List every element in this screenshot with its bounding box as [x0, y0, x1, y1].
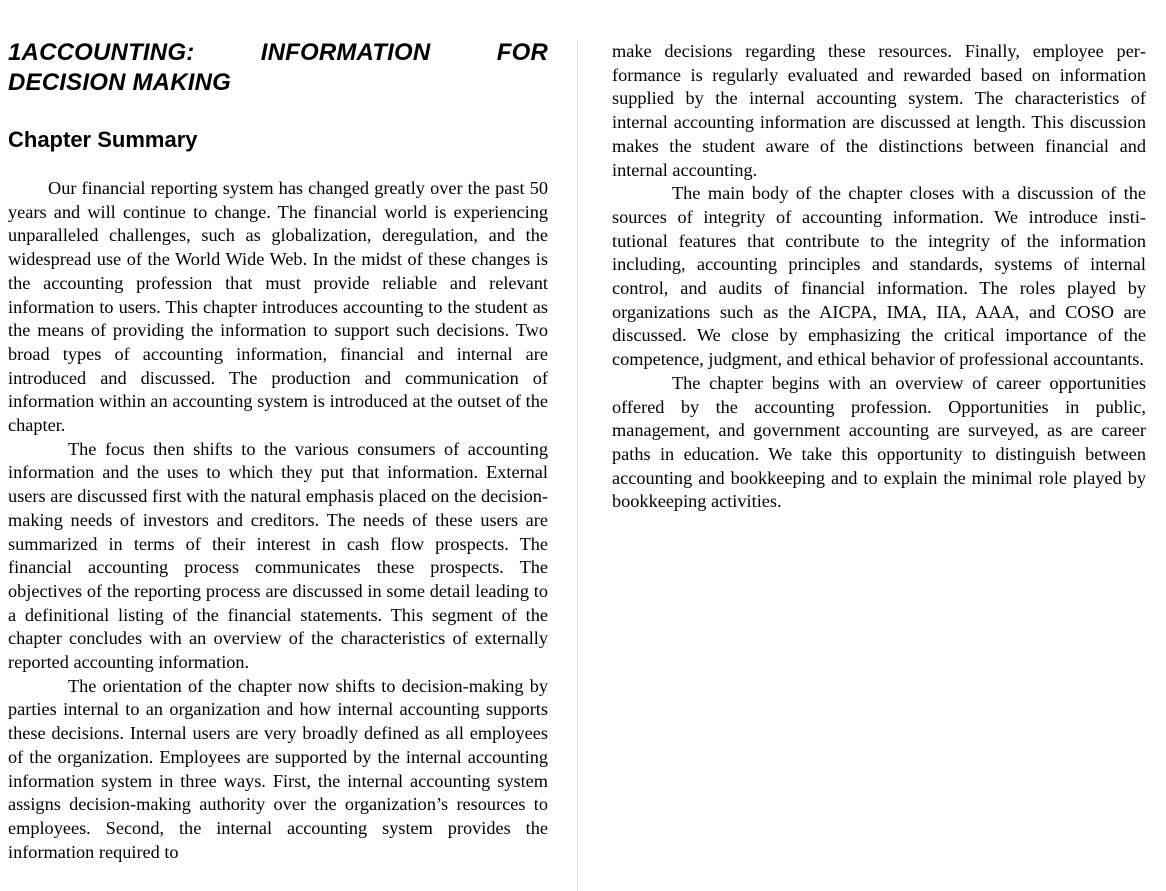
section-heading: Chapter Summary: [8, 127, 198, 152]
summary-paragraph-2: The focus then shifts to the various consumers of accounting information and the uses to which they put that information. External users are discussed first with the natural emphasis placed on the decision-making needs of investors and creditors. The needs of these users are summarized in terms of their interest in cash flow prospects. The financial accounting process communicates these prospects. The objectives of the reporting process are discussed in some detail leading to a definitional listing of the financial statements. This segment of the chapter concludes with an overview of the characteristics of externally reported accounting information.: [8, 438, 548, 673]
chapter-title-line-1: [8, 38, 548, 68]
chapter-title-word-1: 1ACCOUNTING:: [8, 39, 195, 66]
chapter-title-word-2: INFORMATION: [260, 39, 431, 66]
right-column: [612, 0, 1146, 514]
summary-paragraph-3-continued: make decisions regarding these resources. Finally, employee performance is regularly evaluated and rewarded based on information supplied by the internal accounting system. The characteristics of internal accounting information are discussed at length. This discussion makes the student aware of the distinctions between financial and internal accounting.: [612, 41, 1146, 180]
summary-paragraph-4: The main body of the chapter closes with a discussion of the sources of integrity of accounting information. We introduce institutional features that contribute to the integrity of the information including, accounting principles and standards, systems of internal control, and audits of financial information. The roles played by organizations such as the AICPA, IMA, IIA, AAA, and COSO are discussed. We close by emphasizing the critical importance of the competence, judgment, and ethical behavior of professional accountants.: [612, 183, 1146, 370]
chapter-title-line-2: DECISION MAKING: [8, 69, 232, 96]
summary-paragraph-5: The chapter begins with an overview of career opportunities offered by the accounting profession. Opportunities in public, management, and government accounting are surveyed, as are career paths in education. We take this opportunity to distinguish between accounting and bookkeeping and to explain the minimal role played by bookkeeping activities.: [612, 372, 1146, 512]
left-column: [8, 0, 548, 864]
column-divider: [577, 40, 578, 891]
summary-paragraph-1: Our financial reporting system has changed greatly over the past 50 years and will continue to change. The financial world is experiencing unparalleled challenges, such as globalization, deregulation, and the widespread use of the World Wide Web. In the midst of these changes is the accounting profession that must provide reliable and relevant information to users. This chapter introduces accounting to the student as the means of providing the information to support such decisions. Two broad types of accounting information, financial and internal are introduced and discussed. The production and communication of information within an accounting system is introduced at the outset of the chapter.: [8, 178, 548, 436]
chapter-title-word-3: FOR: [496, 39, 548, 66]
summary-paragraph-3: The orientation of the chapter now shifts to decision-making by parties internal to an organization and how internal accounting supports these decisions. Internal users are very broadly defined as all employees of the organization. Employees are supported by the internal accounting information system in three ways. First, the internal accounting system assigns decision-making authority over the organization’s resources to employees. Second, the internal accounting system provides the information required to: [8, 675, 548, 862]
chapter-title: [8, 38, 548, 98]
